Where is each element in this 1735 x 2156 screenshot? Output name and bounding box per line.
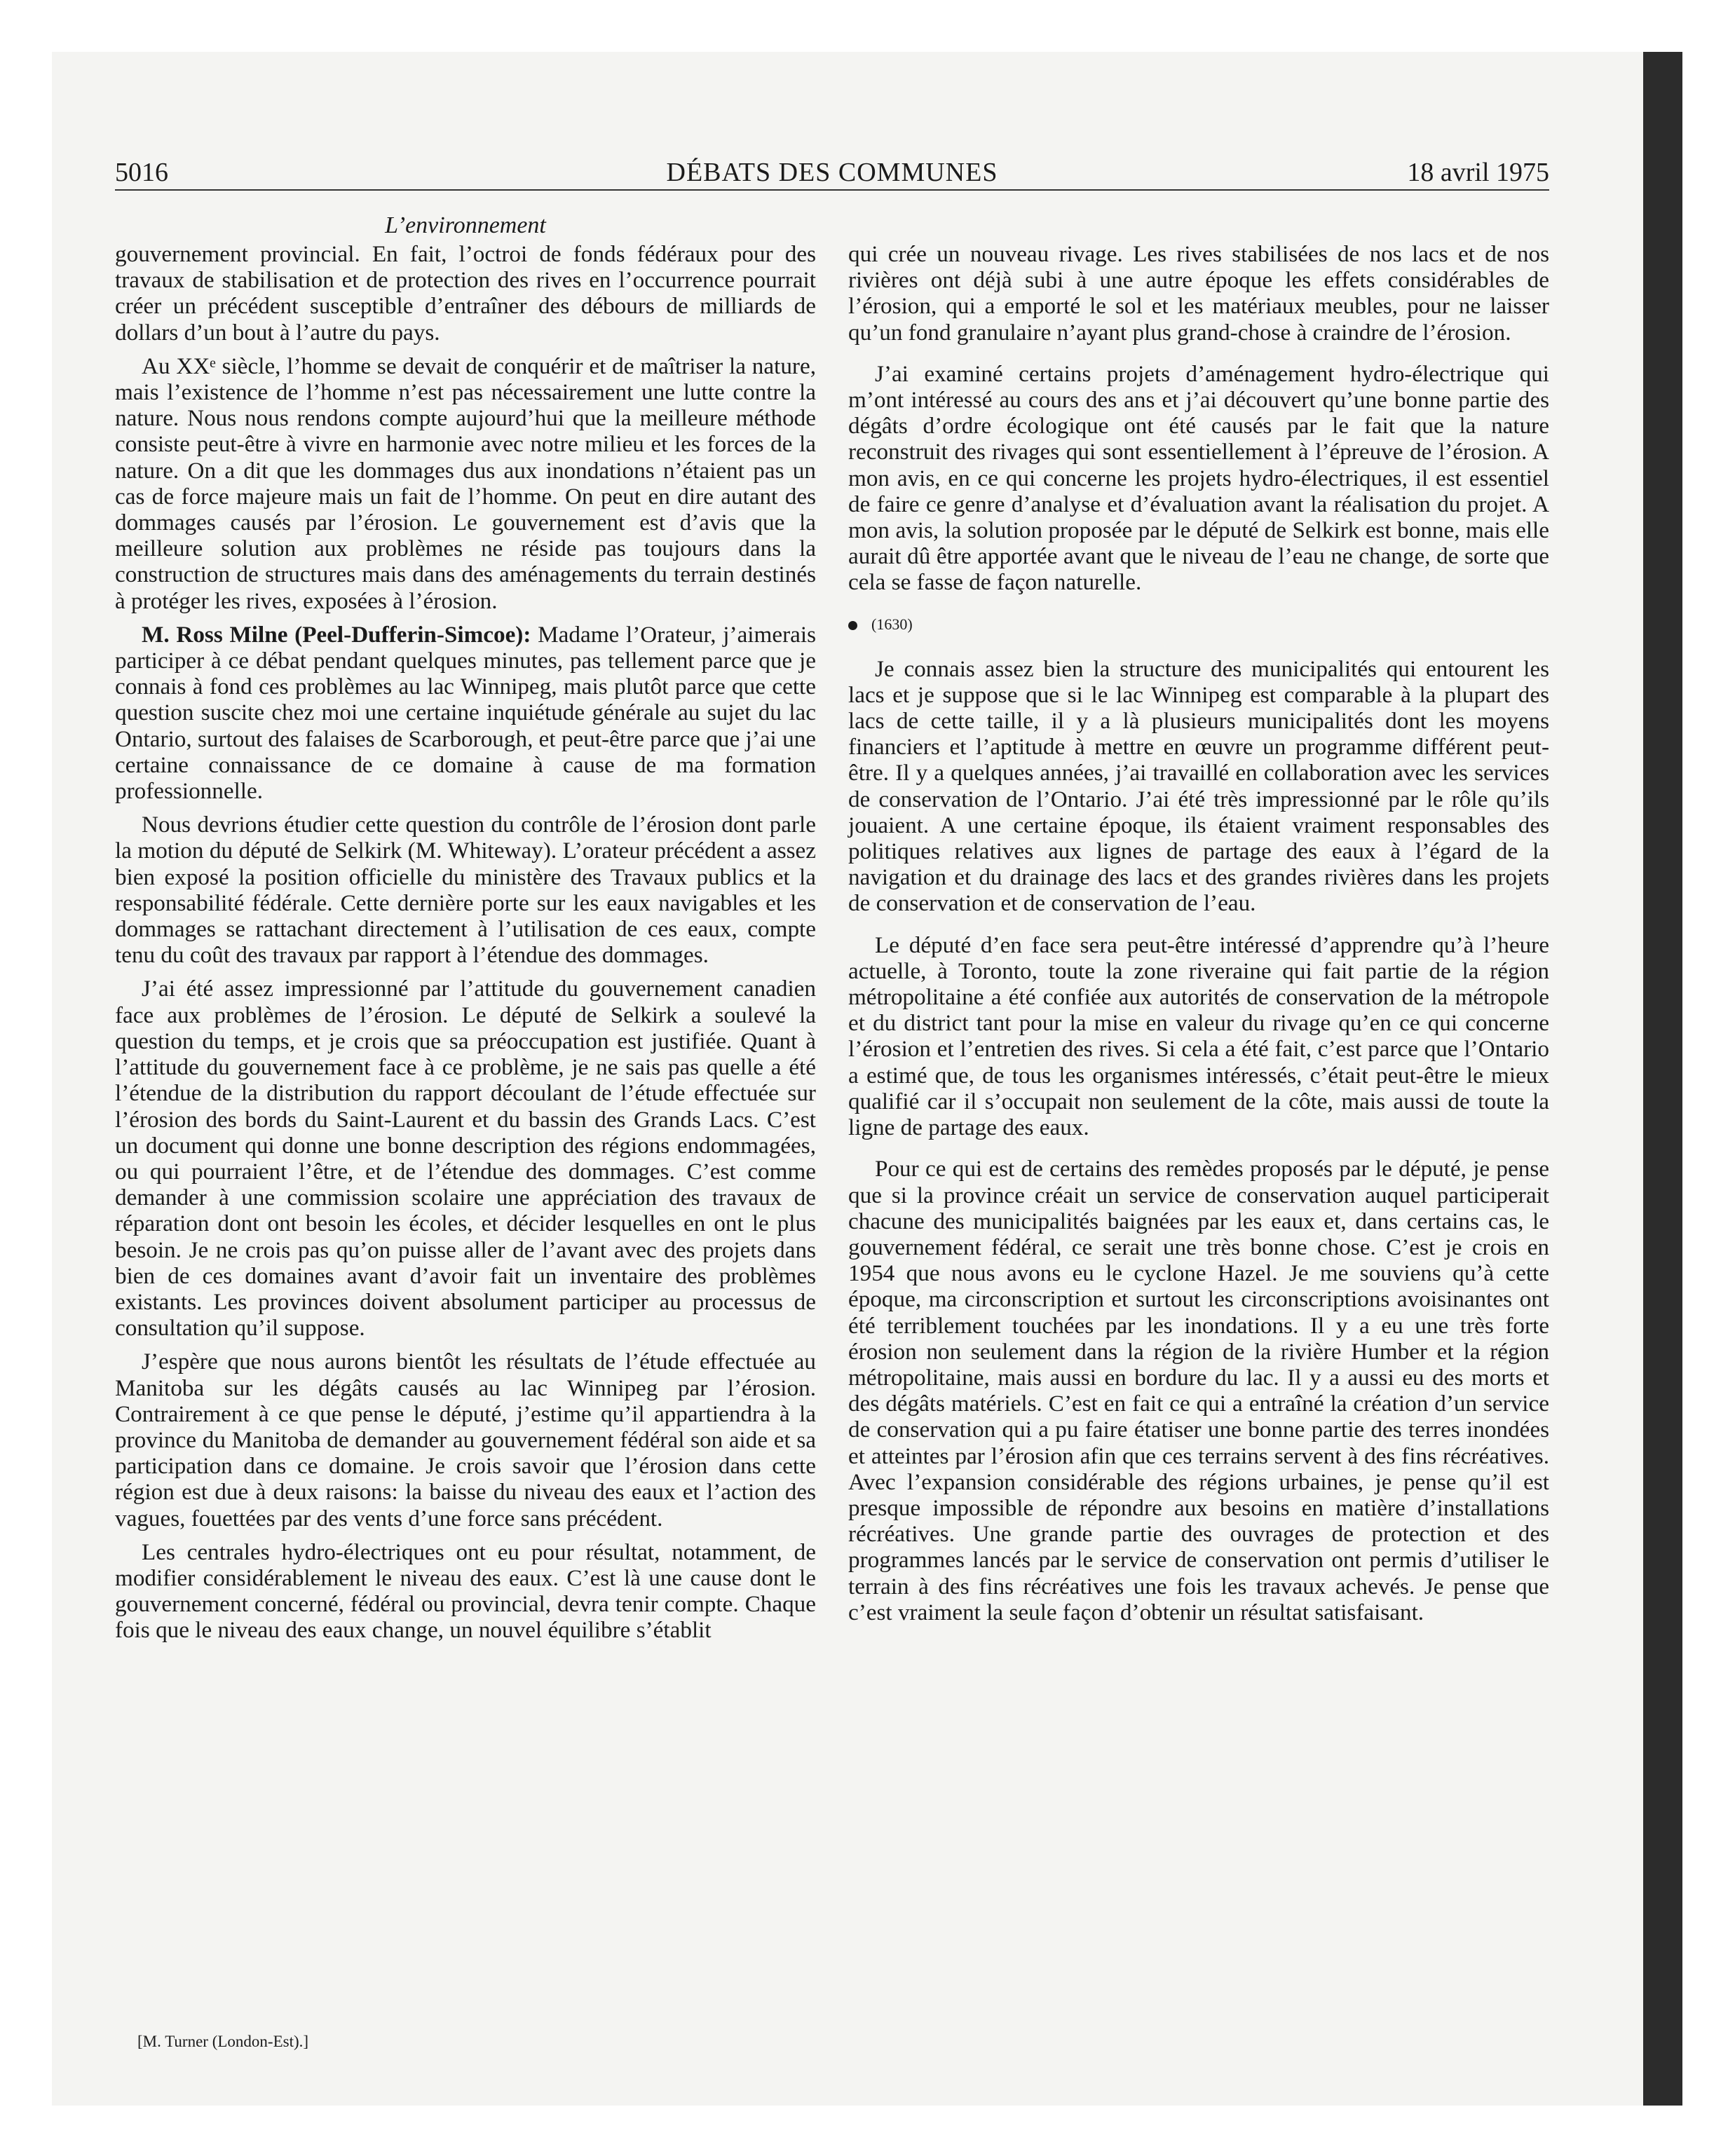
scan-binding-edge — [1643, 52, 1682, 2106]
time-marker — [848, 614, 1549, 635]
footer-attribution: [M. Turner (London-Est).] — [137, 2033, 309, 2050]
paragraph: gouvernement provincial. En fait, l’octroi de fonds fédéraux pour des travaux de stabilisation et de protection des rives en l’occurrence pourrait créer un précédent susceptible d’entraîner des débours de milliards de dollars d’un bout à l’autre du pays. — [115, 241, 816, 346]
paragraph: Je connais assez bien la structure des municipalités qui entourent les lacs et je suppose que si le lac Winnipeg est comparable à la plupart des lacs de cette taille, il y a là plusieurs municipalités dont les moyens financiers et l’aptitude à mettre en œuvre un programme différent peut-être. Il y a quelques années, j’ai travaillé en collaboration avec les services de conservation de l’Ontario. J’ai été très impressionné par le rôle qu’ils jouaient. A une certaine époque, ils étaient vraiment responsables des politiques relatives aux lignes de partage des eaux à l’égard de la navigation et du drainage des lacs et des grandes rivières dans les projets de conservation et de conservation de l’eau. — [848, 655, 1549, 917]
speech-text: Madame l’Orateur, j’aimerais participer à ce débat pendant quelques minutes, pas tellement parce que je connais à fond ces problèmes au lac Winnipeg, mais plutôt parce que cette question suscite chez moi une certaine inquiétude générale au sujet du lac Ontario, surtout des falaises de Scarborough, et peut-être parce que j’ai une certaine connaissance de ce domaine à cause de ma formation professionnelle. — [115, 621, 816, 805]
page-header — [115, 156, 1549, 191]
right-column — [848, 241, 1549, 1633]
paragraph: qui crée un nouveau rivage. Les rives stabilisées de nos lacs et de nos rivières ont déjà subi à une autre époque les effets considérables de l’érosion, qui a emporté le sol et les matériaux meubles, pour ne laisser qu’un fond granulaire n’ayant plus grand-chose à craindre de l’érosion. — [848, 241, 1549, 346]
bullet-icon — [848, 621, 857, 630]
paragraph: J’ai été assez impressionné par l’attitude du gouvernement canadien face aux problèmes de l’érosion. Le député de Selkirk a soulevé la question du temps, et je crois que sa préoccupation est justifiée. Quant à l’attitude du gouvernement face à ce problème, je ne sais pas quelle a été l’étendue de la distribution du rapport découlant de l’étude effectuée sur l’érosion des bords du Saint-Laurent et du bassin des Grands Lacs. C’est un document qui donne une bonne description des régions endommagées, ou qui pourraient l’être, et de l’étendue des dommages. C’est comme demander à une commission scolaire une appréciation des travaux de réparation dont ont besoin les écoles, et décider lesquelles en ont le plus besoin. Je ne crois pas qu’on puisse aller de l’avant avec des projets dans bien de ces domaines avant d’avoir fait un inventaire des problèmes existants. Les provinces doivent absolument participer au processus de consultation qu’il suppose. — [115, 976, 816, 1342]
publication-date: 18 avril 1975 — [1407, 158, 1549, 187]
page-number: 5016 — [115, 158, 168, 187]
speaker-name: M. Ross Milne (Peel-Dufferin-Simcoe): — [142, 621, 531, 648]
paragraph: Pour ce qui est de certains des remèdes proposés par le député, je pense que si la province créait un service de conservation auquel participerait chacune des municipalités baignées par les eaux et, dans certains cas, le gouvernement fédéral, ce serait une très bonne chose. C’est je crois en 1954 que nous avons eu le cyclone Hazel. Je me souviens qu’à cette époque, ma circonscription et surtout les circonscriptions avoisinantes ont été terriblement touchées par les inondations. Il y a eu une très forte érosion non seulement dans la région de la rivière Humber et la région métropolitaine, mais aussi en bordure du lac. Il y a aussi eu des morts et des dégâts matériels. C’est en fait ce qui a entraîné la création d’un service de conservation qui a pu faire étatiser une bonne partie des terres inondées et atteintes par l’érosion afin que ces terrains servent à des fins récréatives. Avec l’expansion considérable des régions urbaines, je pense qu’il est presque impossible de répondre aux besoins en matière d’installations récréatives. Une grande partie des ouvrages de protection et des programmes lancés par le service de conservation ont permis d’utiliser le terrain à des fins récréatives une fois les travaux achevés. Je pense que c’est vraiment la seule façon d’obtenir un résultat satisfaisant. — [848, 1156, 1549, 1625]
section-rubric: L’environnement — [385, 212, 546, 238]
time-marker-text: (1630) — [871, 615, 913, 633]
paragraph: J’ai examiné certains projets d’aménagement hydro-électrique qui m’ont intéressé au cours des ans et j’ai découvert qu’une bonne partie des dégâts d’ordre écologique ont été causés par le fait que la nature reconstruit des rivages qui sont essentiellement à l’épreuve de l’érosion. A mon avis, en ce qui concerne les projets hydro-électriques, il est essentiel de faire ce genre d’analyse et d’évaluation avant la réalisation du projet. A mon avis, la solution proposée par le député de Selkirk est bonne, mais elle aurait dû être apportée avant que le niveau de l’eau ne change, de sorte que cela se fasse de façon naturelle. — [848, 360, 1549, 596]
paragraph: Nous devrions étudier cette question du contrôle de l’érosion dont parle la motion du député de Selkirk (M. Whiteway). L’orateur précédent a assez bien exposé la position officielle du ministère des Travaux publics et la responsabilité fédérale. Cette dernière porte sur les eaux navigables et les dommages se rattachant directement à l’utilisation de ces eaux, compte tenu du coût des travaux par rapport à l’étendue des dommages. — [115, 812, 816, 969]
speech-paragraph — [115, 622, 816, 804]
paragraph: Les centrales hydro-électriques ont eu pour résultat, notamment, de modifier considérablement le niveau des eaux. C’est là une cause dont le gouvernement concerné, fédéral ou provincial, devra tenir compte. Chaque fois que le niveau des eaux change, un nouvel équilibre s’établit — [115, 1538, 816, 1644]
publication-title: DÉBATS DES COMMUNES — [666, 158, 998, 187]
paragraph: Au XXᵉ siècle, l’homme se devait de conquérir et de maîtriser la nature, mais l’existence de l’homme n’est pas nécessairement une lutte contre la nature. Nous nous rendons compte aujourd’hui que la meilleure méthode consiste peut-être à vivre en harmonie avec notre milieu et les forces de la nature. On a dit que les dommages dus aux inondations n’étaient pas un cas de force majeure mais un fait de l’homme. On peut en dire autant des dommages causés par l’érosion. Le gouvernement est d’avis que la meilleure solution aux problèmes ne réside pas toujours dans la construction de structures mais dans des aménagements du terrain destinés à protéger les rives, exposées à l’érosion. — [115, 353, 816, 614]
paragraph: J’espère que nous aurons bientôt les résultats de l’étude effectuée au Manitoba sur les dégâts causés au lac Winnipeg par l’érosion. Contrairement à ce que pense le député, j’estime qu’il appartiendra à la province du Manitoba de demander au gouvernement fédéral son aide et sa participation dans ce domaine. Je crois savoir que l’érosion dans cette région est due à deux raisons: la baisse du niveau des eaux et l’action des vagues, fouettées par des vents d’une force sans précédent. — [115, 1349, 816, 1531]
paragraph: Le député d’en face sera peut-être intéressé d’apprendre qu’à l’heure actuelle, à Toronto, toute la zone riveraine qui fait partie de la région métropolitaine a été confiée aux autorités de conservation de la métropole et du district tant pour la mise en valeur du rivage qu’en ce qui concerne l’érosion et l’entretien des rives. Si cela a été fait, c’est parce que l’Ontario a estimé que, de tous les organismes intéressés, c’était peut-être le mieux qualifié car il s’occupait non seulement de la côte, mais aussi de toute la ligne de partage des eaux. — [848, 932, 1549, 1141]
left-column — [115, 210, 816, 1651]
